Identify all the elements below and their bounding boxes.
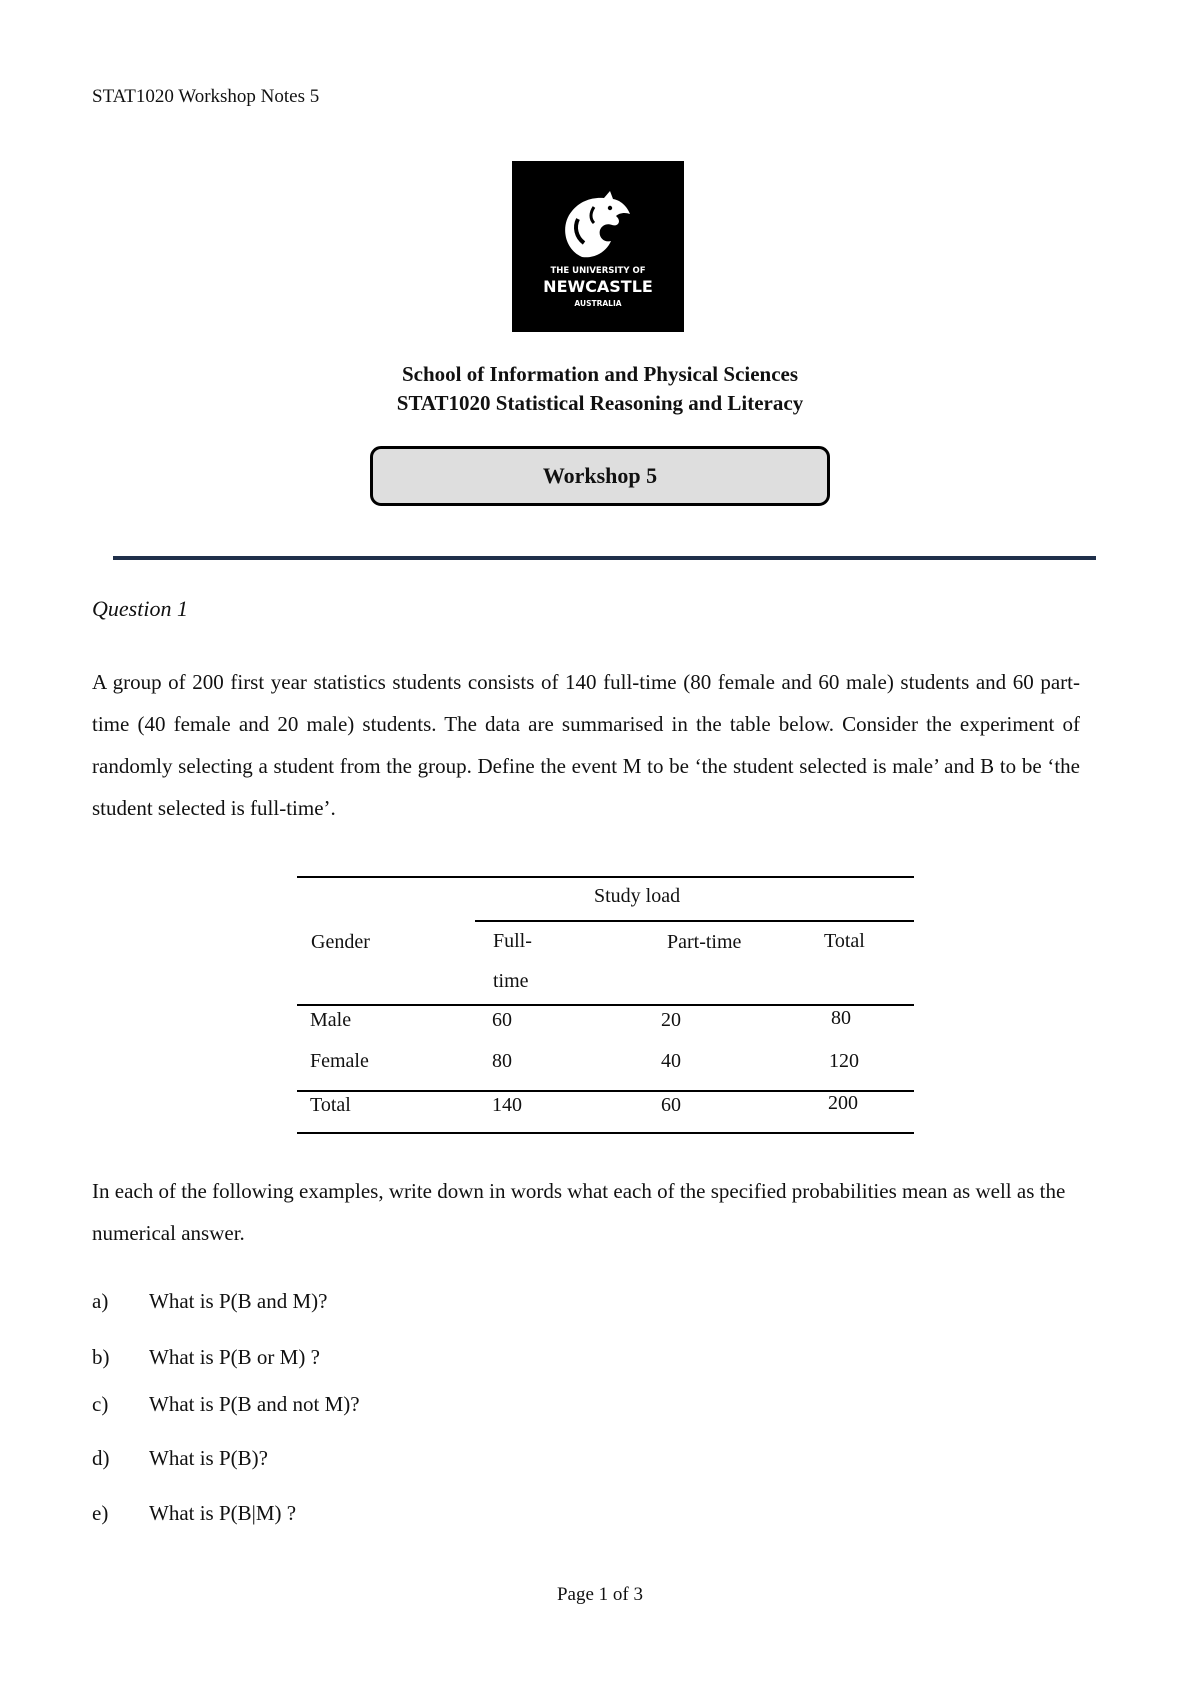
svg-text:THE UNIVERSITY OF: THE UNIVERSITY OF [550, 266, 646, 276]
question-intro: A group of 200 first year statistics students consists of 140 full-time (80 female and 60 male) students and 60 part-time (40 female and 20 male) students. The data are summarised in the table below. Consider the experiment of randomly selecting a student from the group. Define the event M to be ‘the student selected is male’ and B to be ‘the student selected is full-time’. [92, 670, 1080, 820]
table-top-rule [297, 876, 914, 878]
list-item-label: b) [92, 1345, 110, 1369]
table-group-rule [475, 920, 914, 922]
list-item-text: What is P(B and not M)? [149, 1392, 360, 1416]
list-item-text: What is P(B and M)? [149, 1289, 328, 1313]
table-cell-total-fulltime: 140 [492, 1094, 522, 1116]
seahorse-emblem-icon [512, 161, 684, 332]
list-item-label: e) [92, 1501, 109, 1525]
page-number: Page 1 of 3 [556, 1584, 643, 1605]
table-cell-male-fulltime: 60 [492, 1009, 512, 1031]
question-heading: Question 1 [92, 596, 188, 621]
table-col-parttime: Part-time [667, 931, 742, 953]
table-cell-total-parttime: 60 [661, 1094, 681, 1116]
table-header-rule [297, 1004, 914, 1006]
school-heading [0, 360, 1200, 418]
running-header: STAT1020 Workshop Notes 5 [92, 86, 320, 107]
svg-text:AUSTRALIA: AUSTRALIA [574, 299, 622, 308]
table-cell-male-total: 80 [831, 1007, 851, 1029]
list-item-text: What is P(B or M) ? [149, 1345, 320, 1369]
question-instructions: In each of the following examples, write down in words what each of the specified probabilities mean as well as the numerical answer. [92, 1179, 1066, 1245]
table-group-header: Study load [594, 885, 681, 907]
table-cell-male-label: Male [310, 1009, 352, 1031]
workshop-title-box [370, 446, 830, 506]
section-divider [113, 556, 1096, 560]
table-cell-total-total: 200 [828, 1092, 858, 1114]
course-title: STAT1020 Statistical Reasoning and Literacy [396, 391, 804, 415]
table-row-header: Gender [311, 931, 370, 953]
svg-text:NEWCASTLE: NEWCASTLE [543, 277, 653, 296]
table-cell-female-label: Female [310, 1050, 369, 1072]
table-total-rule [297, 1090, 914, 1092]
table-col-total: Total [824, 930, 865, 952]
list-item-label: a) [92, 1289, 109, 1313]
list-item-label: c) [92, 1392, 109, 1416]
table-col-fulltime-b: time [493, 970, 529, 992]
table-cell-male-parttime: 20 [661, 1009, 681, 1031]
study-load-table [297, 876, 914, 1134]
list-item-text: What is P(B|M) ? [149, 1501, 297, 1525]
list-item-label: d) [92, 1446, 110, 1470]
table-cell-female-total: 120 [829, 1050, 859, 1072]
table-cell-total-label: Total [310, 1094, 351, 1116]
university-logo [512, 161, 684, 332]
table-cell-female-fulltime: 80 [492, 1050, 512, 1072]
table-cell-female-parttime: 40 [661, 1050, 681, 1072]
table-col-fulltime-a: Full- [493, 930, 532, 952]
table-bottom-rule [297, 1132, 914, 1134]
workshop-title: Workshop 5 [542, 463, 658, 488]
school-name: School of Information and Physical Sciences [401, 362, 799, 386]
list-item-text: What is P(B)? [149, 1446, 268, 1470]
